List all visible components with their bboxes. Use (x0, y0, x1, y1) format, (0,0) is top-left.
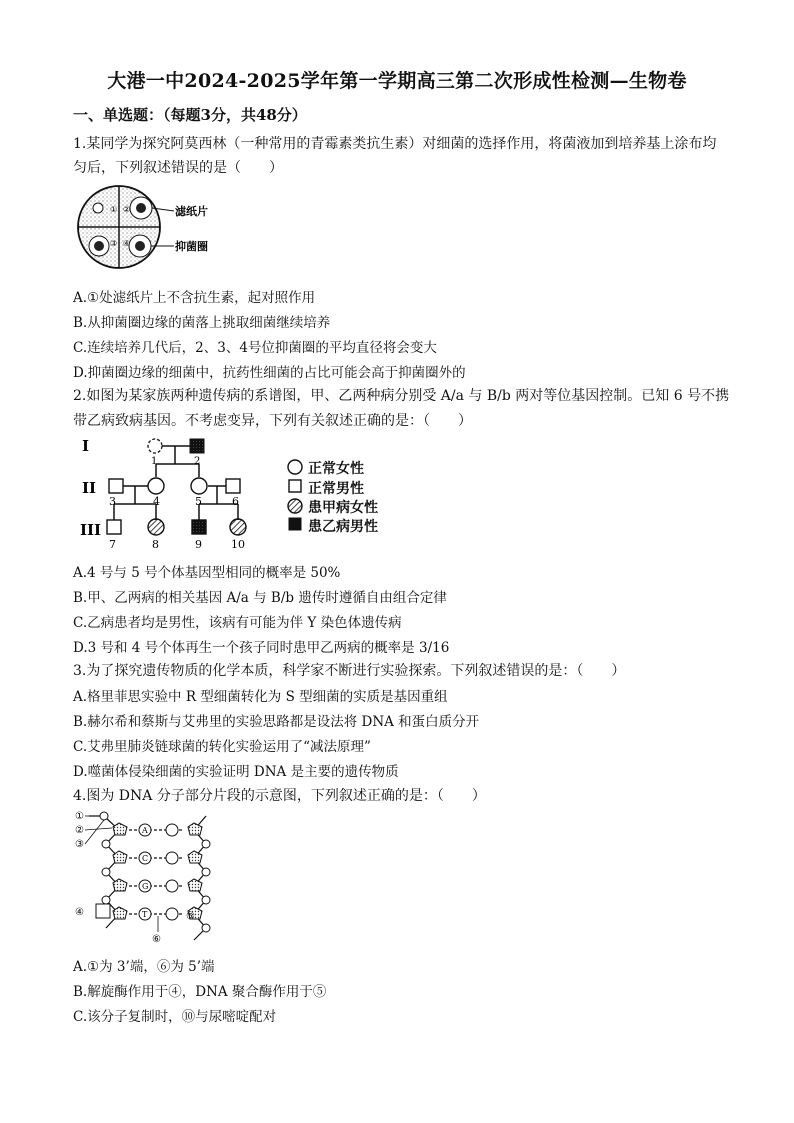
legend-disease-a-female: 患甲病女性 (308, 500, 378, 516)
dish-label-3: ③ (110, 239, 118, 248)
q3-option-c: C.艾弗里肺炎链球菌的转化实验运用了“减法原理” (73, 739, 371, 755)
q1-option-c: C.连续培养几代后，2、3、4号位抑菌圈的平均直径将会变大 (73, 340, 437, 356)
dna-label-3: ③ (75, 839, 84, 850)
individual-7: 7 (109, 538, 116, 551)
dna-label-4: ④ (75, 907, 84, 918)
q4-option-a: A.①为 3’端，⑥为 5’端 (73, 959, 215, 975)
q3-stem: 3.为了探究遗传物质的化学本质，科学家不断进行实验探索。下列叙述错误的是：（ ） (73, 663, 626, 679)
q3-option-a: A.格里菲思实验中 R 型细菌转化为 S 型细菌的实质是基因重组 (73, 689, 448, 705)
q1-stem-line2: 匀后，下列叙述错误的是（ ） (73, 160, 283, 176)
legend-disease-b-male: 患乙病男性 (308, 519, 378, 535)
individual-5: 5 (195, 495, 202, 508)
dna-fragment-figure (74, 808, 224, 948)
dna-base-a: A (142, 826, 148, 835)
q2-stem-line2: 带乙病致病基因。不考虑变异，下列有关叙述正确的是：（ ） (73, 413, 472, 429)
individual-4: 4 (153, 495, 160, 508)
page-title: 大港一中2024-2025学年第一学期高三第二次形成性检测—生物卷 (107, 70, 687, 92)
dna-base-c: C (142, 854, 149, 863)
section-heading: 一、单选题：（每题3分，共48分） (73, 106, 307, 124)
q4-option-c: C.该分子复制时，⑩与尿嘧啶配对 (73, 1009, 277, 1025)
q3-option-d: D.噬菌体侵染细菌的实验证明 DNA 是主要的遗传物质 (73, 764, 399, 780)
q1-stem-line1: 1.某同学为探究阿莫西林（一种常用的青霉素类抗生素）对细菌的选择作用，将菌液加到培养基上涂布均 (73, 136, 717, 152)
dna-label-1: ① (75, 811, 84, 822)
dish-label-4: ④ (123, 239, 131, 248)
q1-option-b: B.从抑菌圈边缘的菌落上挑取细菌继续培养 (73, 315, 331, 331)
dna-label-5: ⑤ (186, 911, 195, 922)
legend-normal-female: 正常女性 (308, 461, 364, 477)
q1-option-d: D.抑菌圈边缘的细菌中，抗药性细菌的占比可能会高于抑菌圈外的 (73, 365, 466, 381)
q3-option-b: B.赫尔希和蔡斯与艾弗里的实验思路都是设法将 DNA 和蛋白质分开 (73, 714, 480, 730)
q2-stem-line1: 2.如图为某家族两种遗传病的系谱图，甲、乙两种病分别受 A/a 与 B/b 两对等位基因控制。已知 6 号不携 (73, 388, 730, 404)
q2-option-c: C.乙病患者均是男性，该病有可能为伴 Y 染色体遗传病 (73, 615, 402, 631)
q4-option-b: B.解旋酶作用于④，DNA 聚合酶作用于⑤ (73, 984, 327, 1000)
dna-label-6: ⑥ (152, 934, 161, 945)
generation-label-2: II (82, 479, 97, 497)
individual-2: 2 (194, 456, 201, 467)
dna-base-t: T (142, 910, 148, 919)
q4-stem: 4.图为 DNA 分子部分片段的示意图，下列叙述正确的是：（ ） (73, 788, 486, 804)
individual-3: 3 (109, 495, 116, 508)
pedigree-chart (78, 434, 278, 556)
generation-label-1: I (82, 437, 90, 455)
q1-option-a: A.①处滤纸片上不含抗生素，起对照作用 (73, 290, 316, 306)
q2-option-d: D.3 号和 4 号个体再生一个孩子同时患甲乙两病的概率是 3/16 (73, 640, 450, 656)
generation-label-3: III (80, 521, 102, 539)
individual-6: 6 (232, 495, 239, 508)
q2-option-a: A.4 号与 5 号个体基因型相同的概率是 50% (73, 565, 341, 581)
petri-dish-figure (74, 184, 234, 274)
legend-normal-male: 正常男性 (308, 481, 364, 497)
dish-label-1: ① (110, 205, 118, 214)
inhibition-zone-label: 抑菌圈 (175, 240, 208, 253)
filter-paper-label: 滤纸片 (175, 205, 208, 218)
dna-label-2: ② (75, 825, 84, 836)
individual-8: 8 (152, 538, 159, 551)
individual-9: 9 (195, 538, 202, 551)
individual-10: 10 (231, 538, 245, 551)
q2-option-b: B.甲、乙两病的相关基因 A/a 与 B/b 遗传时遵循自由组合定律 (73, 590, 447, 606)
dish-label-2: ② (123, 205, 131, 214)
individual-1: 1 (151, 456, 158, 467)
dna-base-g: G (142, 882, 149, 891)
legend-symbols (286, 458, 304, 538)
